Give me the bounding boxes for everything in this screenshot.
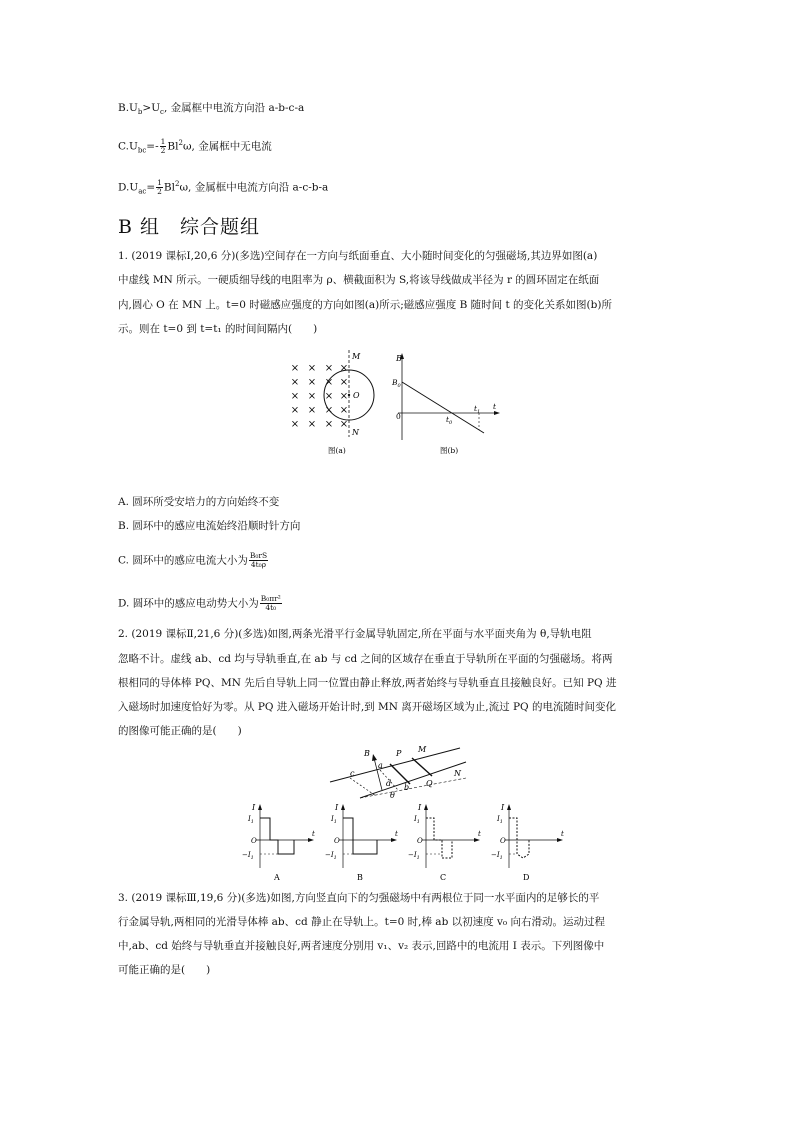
- magnetic-field-crosses: [291, 363, 348, 430]
- q1-option-b: B. 圆环中的感应电流始终沿顺时针方向: [118, 520, 301, 532]
- q3-line-3: 中,ab、cd 始终与导轨垂直并接触良好,两者速度分别用 v₁、v₂ 表示,回路中的电流用 I 表示。下列图像中: [118, 940, 605, 952]
- cross: ×: [307, 363, 317, 374]
- label-c: c: [350, 769, 355, 778]
- label-p: P: [396, 749, 402, 758]
- fraction: $\frac{\text{B₀πr²}}{\text{4t₀}}$: [260, 594, 281, 612]
- label-m: M: [418, 745, 427, 754]
- i1-label: $I_1$: [497, 815, 503, 825]
- axis-b-label: B: [396, 354, 402, 363]
- fig-b-label: 图(b): [440, 446, 459, 455]
- i1-label: $I_1$: [331, 815, 337, 825]
- center-point: [348, 394, 350, 396]
- axis-i-label: I: [252, 803, 256, 812]
- label-d: d: [386, 779, 392, 788]
- q1-line-2: 中虚线 MN 所示。一硬质细导线的电阻率为 ρ、横截面积为 S,将该导线做成半径为 r 的圆环固定在纸面: [118, 274, 600, 286]
- cross: ×: [324, 419, 334, 430]
- q1-option-c: C. 圆环中的感应电流大小为 $\frac{\text{B₀rS}}{\text{4t₀ρ}}$: [118, 551, 268, 569]
- q2-line-5: 的图像可能正确的是( ): [118, 725, 242, 737]
- label-m: M: [352, 352, 361, 361]
- cross: ×: [307, 419, 317, 430]
- q1-line-3: 内,圆心 O 在 MN 上。t=0 时磁感应强度的方向如图(a)所示;磁感应强度 B 随时间 t 的变化关系如图(b)所: [118, 299, 612, 311]
- axis-t-label: t: [561, 830, 564, 838]
- cross: ×: [290, 391, 300, 402]
- q1-figure: [280, 345, 510, 460]
- option-d-prev: $D.U_{ac}=$ $\frac{1}{2}$ Bl$^2$ω, 金属框中电流方向沿 a-c-b-a: [118, 178, 329, 196]
- neg-i1-label: $-I_1$: [325, 851, 337, 861]
- cross: ×: [324, 391, 334, 402]
- origin-label: O: [334, 837, 340, 845]
- q2-line-2: 忽略不计。虚线 ab、cd 均与导轨垂直,在 ab 与 cd 之间的区域存在垂直于导轨所在平面的匀强磁场。将两: [118, 653, 613, 665]
- cross: ×: [324, 363, 334, 374]
- rod-pq: [390, 764, 410, 784]
- option-c-prev: $C.U_{bc}=-$ $\frac{1}{2}$ Bl$^2$ω, 金属框中无电流: [118, 137, 272, 155]
- cross: ×: [290, 419, 300, 430]
- fraction: $\frac{1}{2}$: [160, 137, 166, 155]
- label-b-lower: b: [404, 783, 410, 792]
- cross: ×: [324, 405, 334, 416]
- rail-lower: [360, 762, 466, 798]
- axis-t-label: t: [478, 830, 481, 838]
- graph-d: [491, 803, 564, 882]
- cross: ×: [290, 405, 300, 416]
- q2-graphs: [240, 800, 570, 885]
- q3-line-4: 可能正确的是( ): [118, 964, 211, 976]
- fraction: $\frac{1}{2}$: [157, 178, 162, 196]
- cross: ×: [339, 391, 349, 402]
- graph-a: [242, 803, 315, 882]
- origin-label: O: [251, 837, 257, 845]
- b-t-graph-line: [402, 382, 484, 433]
- label-n: N: [352, 428, 359, 437]
- q1-option-a: A. 圆环所受安培力的方向始终不变: [118, 496, 280, 508]
- q2-line-4: 入磁场时加速度恰好为零。从 PQ 进入磁场开始计时,到 MN 离开磁场区域为止,流过 PQ 的电流随时间变化: [118, 701, 616, 713]
- rod-mn: [412, 758, 432, 776]
- graph-name: B: [357, 873, 363, 882]
- cross: ×: [307, 377, 317, 388]
- graph-name: C: [440, 873, 447, 882]
- i1-label: $I_1$: [414, 815, 420, 825]
- neg-i1-label: $-I_1$: [491, 851, 503, 861]
- axis-t0-label: $t_0$: [446, 415, 453, 426]
- boundary-cd: [350, 778, 376, 796]
- q2-line-3: 根相同的导体棒 PQ、MN 先后自导轨上同一位置由静止释放,两者始终与导轨垂直且接触良好。已知 PQ 进: [118, 677, 617, 689]
- axis-t-label: t: [395, 830, 398, 838]
- q1-line-4: 示。则在 t=0 到 t=t₁ 的时间间隔内( ): [118, 323, 318, 335]
- q3-line-1: 3. (2019 课标Ⅲ,19,6 分)(多选)如图,方向竖直向下的匀强磁场中有两根位于同一水平面内的足够长的平: [118, 892, 600, 904]
- label-q: Q: [426, 779, 433, 788]
- section-title: B 组 综合题组: [118, 216, 261, 238]
- cross: ×: [290, 363, 300, 374]
- label-n: N: [454, 769, 461, 778]
- origin-label: O: [500, 837, 506, 845]
- axis-i-label: I: [335, 803, 339, 812]
- cross: ×: [324, 377, 334, 388]
- axis-b0-label: $B_0$: [392, 378, 401, 389]
- q1-line-1: 1. (2019 课标Ⅰ,20,6 分)(多选)空间存在一方向与纸面垂直、大小随时间变化的匀强磁场,其边界如图(a): [118, 250, 598, 262]
- graph-name: D: [523, 873, 530, 882]
- cross: ×: [290, 377, 300, 388]
- q1-option-d: D. 圆环中的感应电动势大小为 $\frac{\text{B₀πr²}}{\text{4t₀}}$: [118, 594, 281, 612]
- axis-t1-label: $t_1$: [474, 404, 481, 415]
- cross: ×: [339, 405, 349, 416]
- fig-a-label: 图(a): [328, 446, 346, 455]
- neg-i1-label: $-I_1$: [408, 851, 420, 861]
- option-b-prev: $B.U_b>U_c$, 金属框中电流方向沿 a-b-c-a: [118, 102, 305, 117]
- origin-label: 0: [396, 412, 401, 421]
- label-b: B: [364, 749, 370, 758]
- label-o: O: [353, 391, 360, 400]
- cross: ×: [339, 363, 349, 374]
- q2-line-1: 2. (2019 课标Ⅱ,21,6 分)(多选)如图,两条光滑平行金属导轨固定,所在平面与水平面夹角为 θ,导轨电阻: [118, 628, 592, 640]
- origin-label: O: [417, 837, 423, 845]
- cross: ×: [307, 405, 317, 416]
- axis-t-label: t: [493, 402, 497, 411]
- q3-line-2: 行金属导轨,两相同的光滑导体棒 ab、cd 静止在导轨上。t=0 时,棒 ab 以初速度 v₀ 向右滑动。运动过程: [118, 916, 605, 928]
- cross: ×: [307, 391, 317, 402]
- neg-i1-label: $-I_1$: [242, 851, 254, 861]
- q2-rail-figure: [320, 740, 470, 800]
- axis-t-label: t: [312, 830, 315, 838]
- axis-i-label: I: [501, 803, 505, 812]
- base-line: [360, 778, 466, 798]
- graph-name: A: [274, 873, 280, 882]
- cross: ×: [339, 419, 349, 430]
- i1-label: $I_1$: [248, 815, 254, 825]
- graph-b: [325, 803, 398, 882]
- cross: ×: [339, 377, 349, 388]
- graph-c: [408, 803, 481, 882]
- axis-i-label: I: [418, 803, 422, 812]
- label-a: a: [378, 761, 383, 770]
- label-theta: θ: [390, 791, 395, 800]
- fraction: $\frac{\text{B₀rS}}{\text{4t₀ρ}}$: [249, 551, 268, 569]
